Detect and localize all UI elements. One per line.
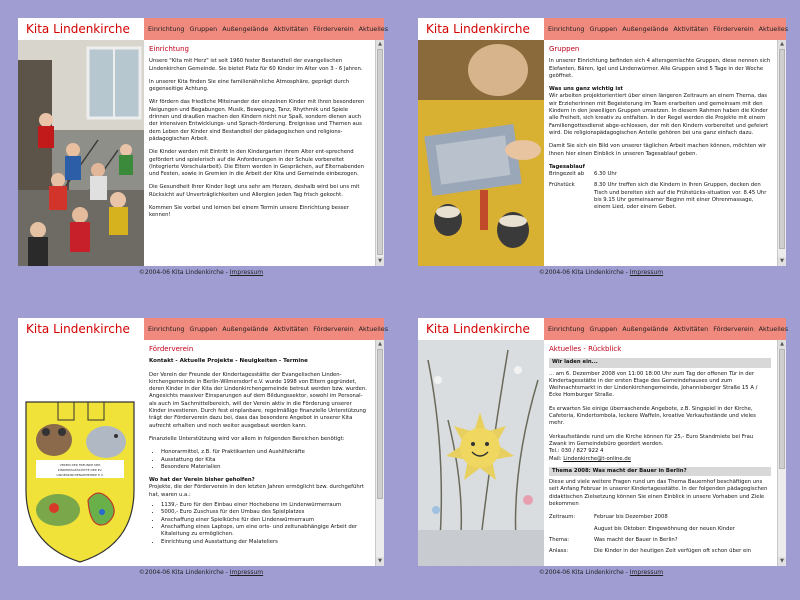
nav-aktivitaeten[interactable]: Aktivitäten — [673, 325, 709, 333]
paragraph: Projekte, die der Förderverein in den letzten Jahren ermöglicht bzw. durchgeführt hat, waren u.a.: — [149, 484, 364, 498]
page-frame — [18, 18, 389, 266]
scrollbar[interactable] — [375, 40, 384, 266]
foerderverein-crest — [18, 340, 144, 566]
subnav-separator: - — [233, 358, 240, 365]
footer — [18, 566, 384, 580]
list-item: • Anschaffung eines Laptops, um eine orts- und zeitunabhängige Arbeit der Kitaleitung zu ermöglichen. — [161, 524, 369, 539]
schedule-value: 8.30 Uhr treffen sich die Kindern in Ihren Gruppen, decken den Tisch und bereiten sich auf die Frühstücks-situation vor. 8.45 Uhr bis 9.15 Uhr gemeinsamer Beginn mit einer Ohrenmassage, einem Lied, oder einem Gebet. — [594, 182, 767, 211]
page-title: Aktuelles - Rückblick — [549, 345, 622, 353]
main-content — [144, 340, 374, 566]
impressum-link[interactable]: Impressum — [629, 269, 664, 276]
page-title: Förderverein — [149, 345, 194, 353]
paragraph: Diese und viele weitere Fragen rund um das Thema Bauernhof beschäftigen uns seit Anfang Februar in unserer Kindertagesstätte. In der folgenden pädagogischen didaktischen Zielsetzung können Sie einen Einblick in unsere Vorhaben und Ziele bekommen — [549, 479, 768, 508]
scroll-down-arrow-icon[interactable]: ▼ — [376, 557, 384, 566]
scroll-up-arrow-icon[interactable]: ▲ — [778, 40, 786, 49]
nav-foerderverein[interactable]: Förderverein — [713, 25, 754, 33]
scroll-thumb[interactable] — [377, 49, 383, 255]
nav-aktivitaeten[interactable]: Aktivitäten — [273, 25, 309, 33]
list-item: • Besondere Materialien — [161, 464, 369, 471]
sub-navigation — [149, 358, 369, 365]
list-item: • 5000,- Euro Zuschuss für den Umbau des Spielplatzes — [161, 509, 369, 516]
info-label — [549, 526, 594, 533]
screen-einrichtung — [0, 0, 400, 300]
paragraph: Unsere "Kita mit Herz" ist seit 1960 fester Bestandteil der evangelischen Lindenkirchen Gemeinde. Sie bietet Platz für 60 Kinder im Alter von 3 - 6 Jahren. — [149, 58, 363, 72]
main-content — [544, 340, 776, 566]
projects-list — [149, 502, 369, 546]
subnav-separator: - — [277, 358, 284, 365]
nav-einrichtung[interactable]: Einrichtung — [148, 325, 185, 333]
subnav-termine[interactable]: Termine — [283, 358, 308, 365]
footer — [18, 266, 384, 280]
scroll-thumb[interactable] — [779, 349, 785, 469]
subnav-separator: - — [173, 358, 180, 365]
page-frame — [418, 318, 789, 566]
mail-label: Mail: — [549, 455, 564, 462]
list-item: • Honorarmittel, z.B. für Praktikanten und Aushilfskräfte — [161, 449, 369, 456]
nav-aktuelles[interactable]: Aktuelles — [358, 25, 389, 33]
info-value: Was macht der Bauer in Berlin? — [594, 536, 678, 543]
paragraph: Die Kinder werden mit Eintritt in den Kindergarten ihrem Alter ent-sprechend gefördert und spielerisch auf die Anforderungen in der Schule vorbereitet (Integrierte Vorschularbeit). Die Eltern werden in Gesprächen, auf Elternabenden und Festen, sowie in Gremien in die Arbeit der Kita und Gemeinde einbezogen. — [149, 149, 365, 178]
scroll-down-arrow-icon[interactable]: ▼ — [778, 257, 786, 266]
scrollbar[interactable] — [777, 40, 786, 266]
footer-copyright: ©2004-06 Kita Lindenkirche - — [138, 269, 230, 276]
nav-gruppen[interactable]: Gruppen — [589, 325, 618, 333]
needs-list — [149, 449, 369, 471]
nav-aktuelles[interactable]: Aktuelles — [758, 25, 789, 33]
nav-aussengelaende[interactable]: Außengelände — [222, 325, 269, 333]
nav-gruppen[interactable]: Gruppen — [189, 325, 218, 333]
info-label: Thema: — [549, 536, 570, 543]
scrollbar[interactable] — [777, 340, 786, 566]
site-logo[interactable]: Kita Lindenkirche — [18, 318, 144, 340]
screen-aktuelles — [400, 300, 800, 600]
paragraph: Verkaufsstände rund um die Kirche können für 25,- Euro Standmiete bei Frau Zwank im Gemeindebüro geordert werden. — [549, 433, 754, 447]
info-value: August bis Oktober: Eingewöhnung der neuen Kinder — [594, 525, 735, 532]
impressum-link[interactable]: Impressum — [229, 569, 264, 576]
page-frame — [418, 18, 789, 266]
scroll-down-arrow-icon[interactable]: ▼ — [376, 257, 384, 266]
scroll-down-arrow-icon[interactable]: ▼ — [778, 557, 786, 566]
info-value: Die Kinder in der heutigen Zeit verfügen oft schon über ein — [594, 548, 752, 555]
intro-paragraph: In unserer Einrichtung befinden sich 4 altersgemischte Gruppen, diese nennen sich Elefanten, Bären, Igel und Lindenwürmer. Alle Gruppen sind 5 Tage in der Woche geöffnet. — [549, 58, 771, 79]
list-item: • Einrichtung und Ausstattung der Malateliers — [161, 539, 369, 546]
page-title: Gruppen — [549, 45, 580, 53]
nav-foerderverein[interactable]: Förderverein — [713, 325, 754, 333]
screen-foerderverein — [0, 300, 400, 600]
footer-copyright: ©2004-06 Kita Lindenkirche - — [138, 569, 230, 576]
scroll-thumb[interactable] — [779, 49, 785, 249]
page-frame — [18, 318, 389, 566]
footer — [418, 566, 784, 580]
paragraph: Es erwarten Sie einige überraschende Angebote, z.B. Singspiel in der Kirche, Cafeteria, Kindertombola, leckere Waffeln, kreative Verkaufsstände und vieles mehr. — [549, 405, 756, 427]
schedule-label: Bringezeit ab — [549, 171, 585, 178]
painting-children-photo — [418, 40, 544, 266]
site-logo[interactable]: Kita Lindenkirche — [18, 18, 144, 40]
scroll-up-arrow-icon[interactable]: ▲ — [376, 40, 384, 49]
phone-number: Tel.: 030 / 827 922 4 — [549, 448, 604, 455]
nav-aussengelaende[interactable]: Außengelände — [622, 25, 669, 33]
nav-gruppen[interactable]: Gruppen — [189, 25, 218, 33]
nav-einrichtung[interactable]: Einrichtung — [148, 25, 185, 33]
screen-gruppen — [400, 0, 800, 300]
footer-copyright: ©2004-06 Kita Lindenkirche - — [538, 269, 630, 276]
info-row — [549, 537, 771, 544]
paragraph: Finanzielle Unterstützung wird vor allem in folgenden Bereichen benötigt: — [149, 435, 345, 442]
nav-gruppen[interactable]: Gruppen — [589, 25, 618, 33]
subnav-aktuelle-projekte[interactable]: Aktuelle Projekte — [179, 358, 234, 365]
info-label: Zeitraum: — [549, 514, 576, 521]
list-item: • Ausstattung der Kita — [161, 457, 369, 464]
subnav-neuigkeiten[interactable]: Neuigkeiten — [239, 358, 277, 365]
list-item: • Anschaffung einer Spielküche für den Lindenwürmerraum — [161, 517, 369, 524]
info-row — [549, 548, 771, 555]
svg-text:KINDERTAGESSTÄTTE DER EV.: KINDERTAGESSTÄTTE DER EV. — [57, 468, 103, 472]
nav-aktivitaeten[interactable]: Aktivitäten — [673, 25, 709, 33]
sun-decoration-photo — [418, 340, 544, 566]
paragraph: Die Gesundheit Ihrer Kinder liegt uns sehr am Herzen, deshalb wird bei uns mit Rücksicht auf Unverträglichkeiten und Allergien jeden Tag frisch gekocht. — [149, 184, 360, 198]
main-nav — [544, 18, 789, 40]
paragraph: In unserer Kita finden Sie eine familienähnliche Atmosphäre, geprägt durch gegenseitige Achtung. — [149, 78, 350, 93]
mail-line — [549, 456, 771, 463]
scrollbar[interactable] — [375, 340, 384, 566]
nav-einrichtung[interactable]: Einrichtung — [548, 25, 585, 33]
nav-aussengelaende[interactable]: Außengelände — [622, 325, 669, 333]
section-bar: Thema 2008: Was macht der Bauer in Berlin? — [549, 467, 771, 476]
nav-foerderverein[interactable]: Förderverein — [313, 325, 354, 333]
info-row — [549, 526, 771, 533]
main-nav — [144, 318, 389, 340]
site-logo[interactable]: Kita Lindenkirche — [418, 18, 544, 40]
footer — [418, 266, 784, 280]
list-item: • 1139,- Euro für den Einbau einer Hochebene im Lindenwürmerraum — [161, 502, 369, 509]
main-nav — [544, 318, 789, 340]
mail-link[interactable]: Lindenkirche@t-online.de — [563, 455, 631, 462]
page-title: Einrichtung — [149, 45, 189, 53]
svg-text:VEREIN DER FREUNDE DER: VEREIN DER FREUNDE DER — [59, 463, 101, 467]
schedule-heading: Tagesablauf — [549, 163, 585, 170]
info-value: Februar bis Dezember 2008 — [594, 514, 668, 521]
nav-aktuelles[interactable]: Aktuelles — [358, 325, 389, 333]
main-content — [544, 40, 776, 266]
paragraph: Damit Sie sich ein Bild von unserer täglichen Arbeit machen können, möchten wir Ihnen hier einen Einblick in unseren Tagesablauf geben. — [549, 143, 767, 157]
scroll-up-arrow-icon[interactable]: ▲ — [778, 340, 786, 349]
schedule-row — [549, 171, 771, 178]
impressum-link[interactable]: Impressum — [629, 569, 664, 576]
paragraph: Wir arbeiten projektorientiert über einen längeren Zeitraum an einem Thema, das wir Erzieherinnen mit Begeisterung im Team erarbeiten und gemeinsam mit den Kindern in den jeweiligen Gruppen umsetzen. In diesem Rahmen haben die Kinder alle Freiheit, sich kreativ zu entfalten. In der Regel werden die Projekte mit einem Familiengottesdienst abge-schlossen, der mit den Kindern vorbereitet und gefeiert wird. Die religionspädagogischen Anteile gehören bei uns ganz einfach dazu. — [549, 93, 769, 136]
section-bar: Wir laden ein... — [549, 358, 771, 367]
nav-aktuelles[interactable]: Aktuelles — [758, 325, 789, 333]
info-row — [549, 514, 771, 521]
schedule-value: 6.30 Uhr — [594, 171, 617, 178]
schedule-label: Frühstück — [549, 182, 575, 189]
footer-copyright: ©2004-06 Kita Lindenkirche - — [538, 569, 630, 576]
main-nav — [144, 18, 389, 40]
subnav-kontakt[interactable]: Kontakt — [149, 358, 174, 365]
paragraph: Der Verein der Freunde der Kindertagesstätte der Evangelischen Linden-kirchengemeinde in Berlin-Wilmersdorf e.V. wurde 1998 von Eltern gegründet, deren Kinder in der Kita der Lindenkirchengemeinde betreut werden bzw. wurden. Angesichts massiver Einsparungen auf dem Bildungssektor, sowohl im Personal- als auch im Sachmittelbereich, will der Verein aktiv in die Förderung unserer Kinder investieren. Durch fest einplanbare, regelmäßige finanzielle Unterstützung trägt der Förderverein dazu bei, dass das besondere Angebot in unserer Kita aufrecht erhalten und noch weiter ausgebaut werden kann. — [149, 371, 367, 429]
impressum-link[interactable]: Impressum — [229, 269, 264, 276]
nav-einrichtung[interactable]: Einrichtung — [548, 325, 585, 333]
sub-heading: Wo hat der Verein bisher geholfen? — [149, 477, 255, 484]
sub-heading: Was uns ganz wichtig ist — [549, 86, 623, 93]
children-stairs-photo — [18, 40, 144, 266]
site-logo[interactable]: Kita Lindenkirche — [418, 318, 544, 340]
nav-foerderverein[interactable]: Förderverein — [313, 25, 354, 33]
paragraph: Wir fördern das friedliche Miteinander der einzelnen Kinder mit ihren besonderen Neigungen und Begabungen. Musik, Bewegung, Tanz, Rhythmik und Spiele drinnen und draußen machen den Kindern nicht nur Spaß, sondern dienen auch der intensiven Entwicklungs- und Sprach-förderung. Ereignisse und Themen aus dem Leben der Kinder sind Bestandteil der pädagogischen und religions- pädagogischen Arbeit. — [149, 99, 365, 142]
nav-aussengelaende[interactable]: Außengelände — [222, 25, 269, 33]
paragraph: ... am 6. Dezember 2008 von 11:00 18:00 Uhr zum Tag der offenen Tür in der Kindertagesstätte in der ersten Etage des Gemeindehauses und zum Weihnachtsmarkt in der Lindenkirchengemeinde, Johannisberger Straße 15 A / Ecke Homburger Straße. — [549, 370, 758, 399]
paragraph: Kommen Sie vorbei und lernen bei einem Termin unsere Einrichtung besser kennen! — [149, 205, 349, 219]
svg-text:LINDENKIRCHENGEMEINDE E.V.: LINDENKIRCHENGEMEINDE E.V. — [56, 473, 104, 477]
main-content — [144, 40, 374, 266]
info-label: Anlass: — [549, 548, 569, 555]
nav-aktivitaeten[interactable]: Aktivitäten — [273, 325, 309, 333]
scroll-thumb[interactable] — [377, 349, 383, 499]
schedule-row — [549, 182, 771, 211]
scroll-up-arrow-icon[interactable]: ▲ — [376, 340, 384, 349]
